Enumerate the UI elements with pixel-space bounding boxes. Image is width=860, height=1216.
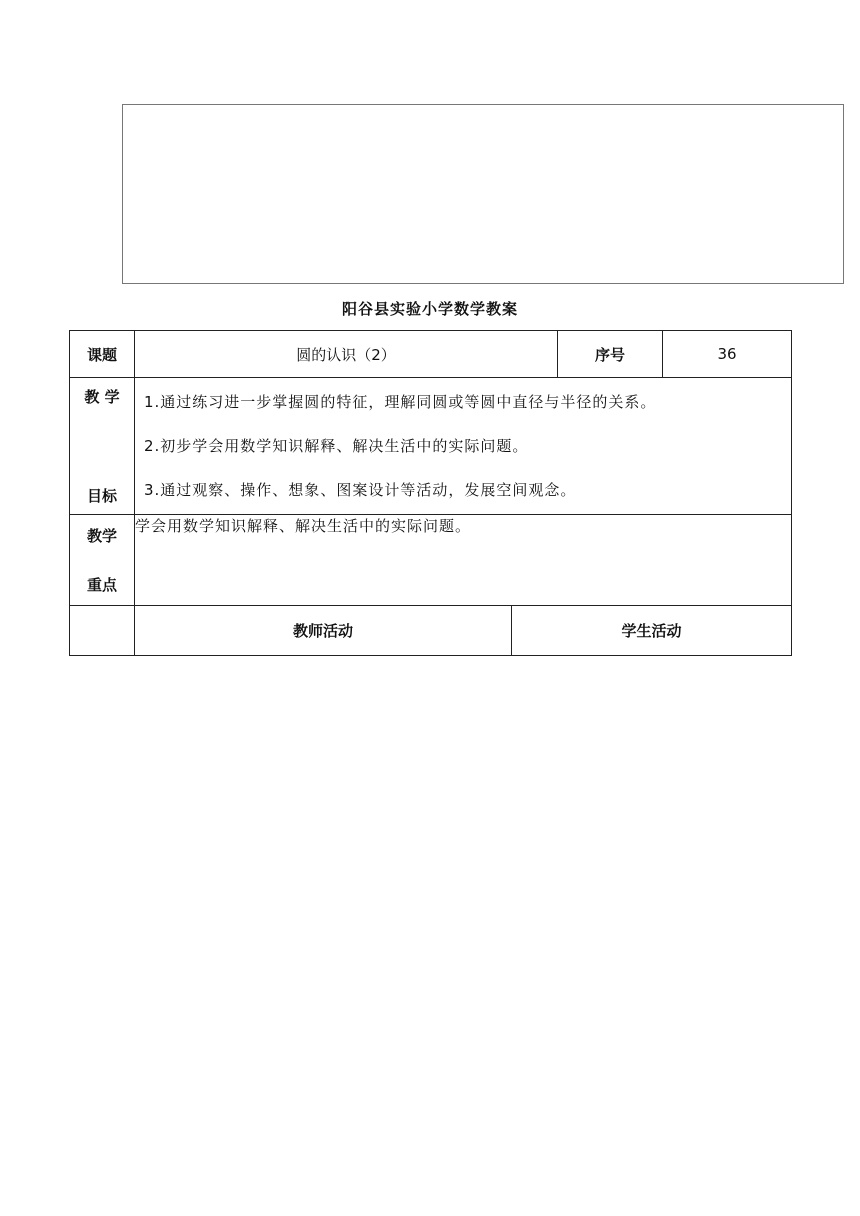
topic-label: 课题 xyxy=(70,331,135,378)
seq-label: 序号 xyxy=(558,331,663,378)
lesson-plan-table xyxy=(69,330,792,656)
student-activity-header: 学生活动 xyxy=(512,606,792,656)
keypoint-text: 学会用数学知识解释、解决生活中的实际问题。 xyxy=(135,515,792,606)
seq-value: 36 xyxy=(663,331,792,378)
objective-item: 3.通过观察、操作、想象、图案设计等活动，发展空间观念。 xyxy=(144,481,577,499)
topic-row xyxy=(70,331,792,378)
topic-value: 圆的认识（2） xyxy=(135,331,558,378)
header-blank-box xyxy=(122,104,844,284)
activity-blank-cell xyxy=(70,606,135,656)
objectives-label-bottom: 目标 xyxy=(86,487,117,505)
objectives-row xyxy=(70,378,792,515)
objective-item: 2.初步学会用数学知识解释、解决生活中的实际问题。 xyxy=(144,437,529,455)
activity-header-row xyxy=(70,606,792,656)
keypoint-label-bottom: 重点 xyxy=(86,576,117,594)
document-title: 阳谷县实验小学数学教案 xyxy=(341,300,518,318)
keypoint-label-cell xyxy=(70,515,135,606)
objectives-label-cell xyxy=(70,378,135,515)
objective-item: 1.通过练习进一步掌握圆的特征，理解同圆或等圆中直径与半径的关系。 xyxy=(144,393,657,411)
objectives-label-top: 教 学 xyxy=(84,388,120,406)
keypoint-row xyxy=(70,515,792,606)
objectives-cell xyxy=(135,378,792,515)
keypoint-label-top: 教学 xyxy=(86,527,117,545)
teacher-activity-header: 教师活动 xyxy=(135,606,512,656)
